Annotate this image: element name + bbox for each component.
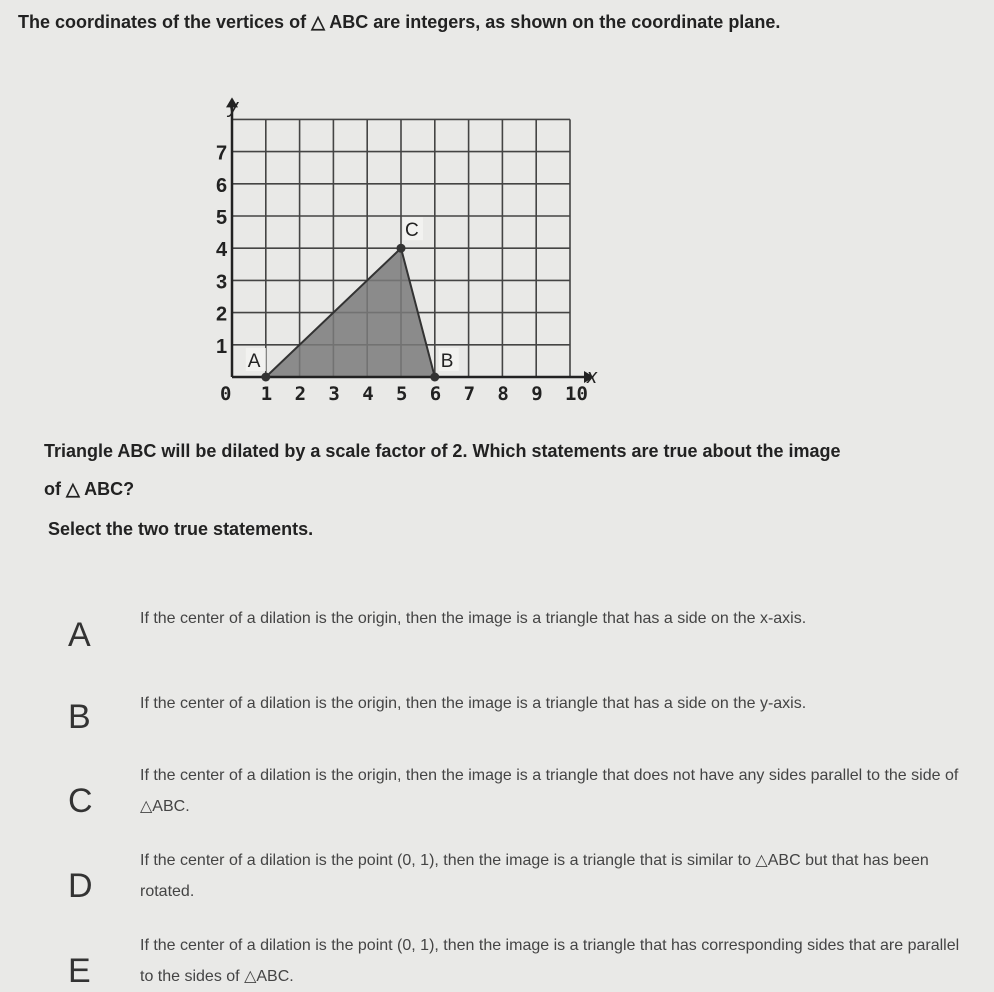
y-tick-label: 7 bbox=[216, 142, 228, 165]
option-text: If the center of a dilation is the origin, then the image is a triangle that has a side on the y-axis. bbox=[140, 695, 807, 712]
x-tick-label: 6 bbox=[429, 383, 442, 405]
question-prompt: Triangle ABC will be dilated by a scale factor of 2. Which statements are true about the image of △ ABC? bbox=[44, 441, 841, 499]
x-tick-label: 9 bbox=[531, 383, 543, 405]
x-tick-label: 10 bbox=[565, 383, 588, 405]
x-tick-label: 1 bbox=[260, 383, 273, 405]
instruction-suffix: true statements. bbox=[169, 519, 314, 539]
x-tick-label: 7 bbox=[463, 383, 476, 405]
option-letter: B bbox=[68, 698, 91, 736]
y-tick-label: 5 bbox=[216, 207, 228, 229]
option-letter: D bbox=[68, 867, 93, 905]
option-letter: E bbox=[68, 952, 91, 990]
vertex-label-a: A bbox=[247, 351, 261, 372]
vertex-point-a bbox=[261, 373, 270, 382]
instruction-prefix: Select the bbox=[48, 519, 139, 539]
instruction-emphasis: two bbox=[138, 519, 170, 539]
option-text: If the center of a dilation is the point (0, 1), then the image is a triangle that is similar to △ABC but that has been rotated. bbox=[140, 852, 929, 900]
option-text: If the center of a dilation is the origin, then the image is a triangle that has a side on the x-axis. bbox=[140, 610, 807, 627]
coordinate-plane bbox=[195, 95, 615, 415]
vertex-point-b bbox=[430, 373, 439, 382]
y-tick-label: 4 bbox=[216, 239, 228, 262]
option-text: If the center of a dilation is the origin, then the image is a triangle that does not have any sides parallel to the side of △ABC. bbox=[140, 767, 959, 815]
x-tick-label: 4 bbox=[362, 383, 374, 405]
y-tick-label: 6 bbox=[216, 174, 228, 197]
intro-text: The coordinates of the vertices of △ ABC are integers, as shown on the coordinate plane. bbox=[18, 12, 781, 32]
y-axis-label: y bbox=[228, 96, 238, 118]
instruction-text bbox=[48, 519, 313, 540]
x-tick-label: 3 bbox=[328, 383, 340, 405]
option-letter: A bbox=[68, 616, 91, 654]
vertex-label-b: B bbox=[440, 351, 454, 372]
option-text: If the center of a dilation is the point (0, 1), then the image is a triangle that has corresponding sides that are parallel to the sides of △ABC. bbox=[140, 937, 960, 985]
x-tick-label: 8 bbox=[497, 383, 509, 405]
y-tick-label: 1 bbox=[216, 335, 228, 358]
x-tick-label: 5 bbox=[396, 383, 408, 405]
vertex-point-c bbox=[397, 244, 406, 253]
option-letter: C bbox=[68, 782, 93, 820]
y-tick-label: 2 bbox=[216, 303, 228, 326]
vertex-label-c: C bbox=[405, 220, 419, 242]
y-tick-label: 3 bbox=[216, 271, 228, 294]
x-axis-label: x bbox=[587, 366, 597, 388]
x-tick-label: 2 bbox=[294, 383, 307, 405]
origin-label: 0 bbox=[220, 383, 232, 405]
